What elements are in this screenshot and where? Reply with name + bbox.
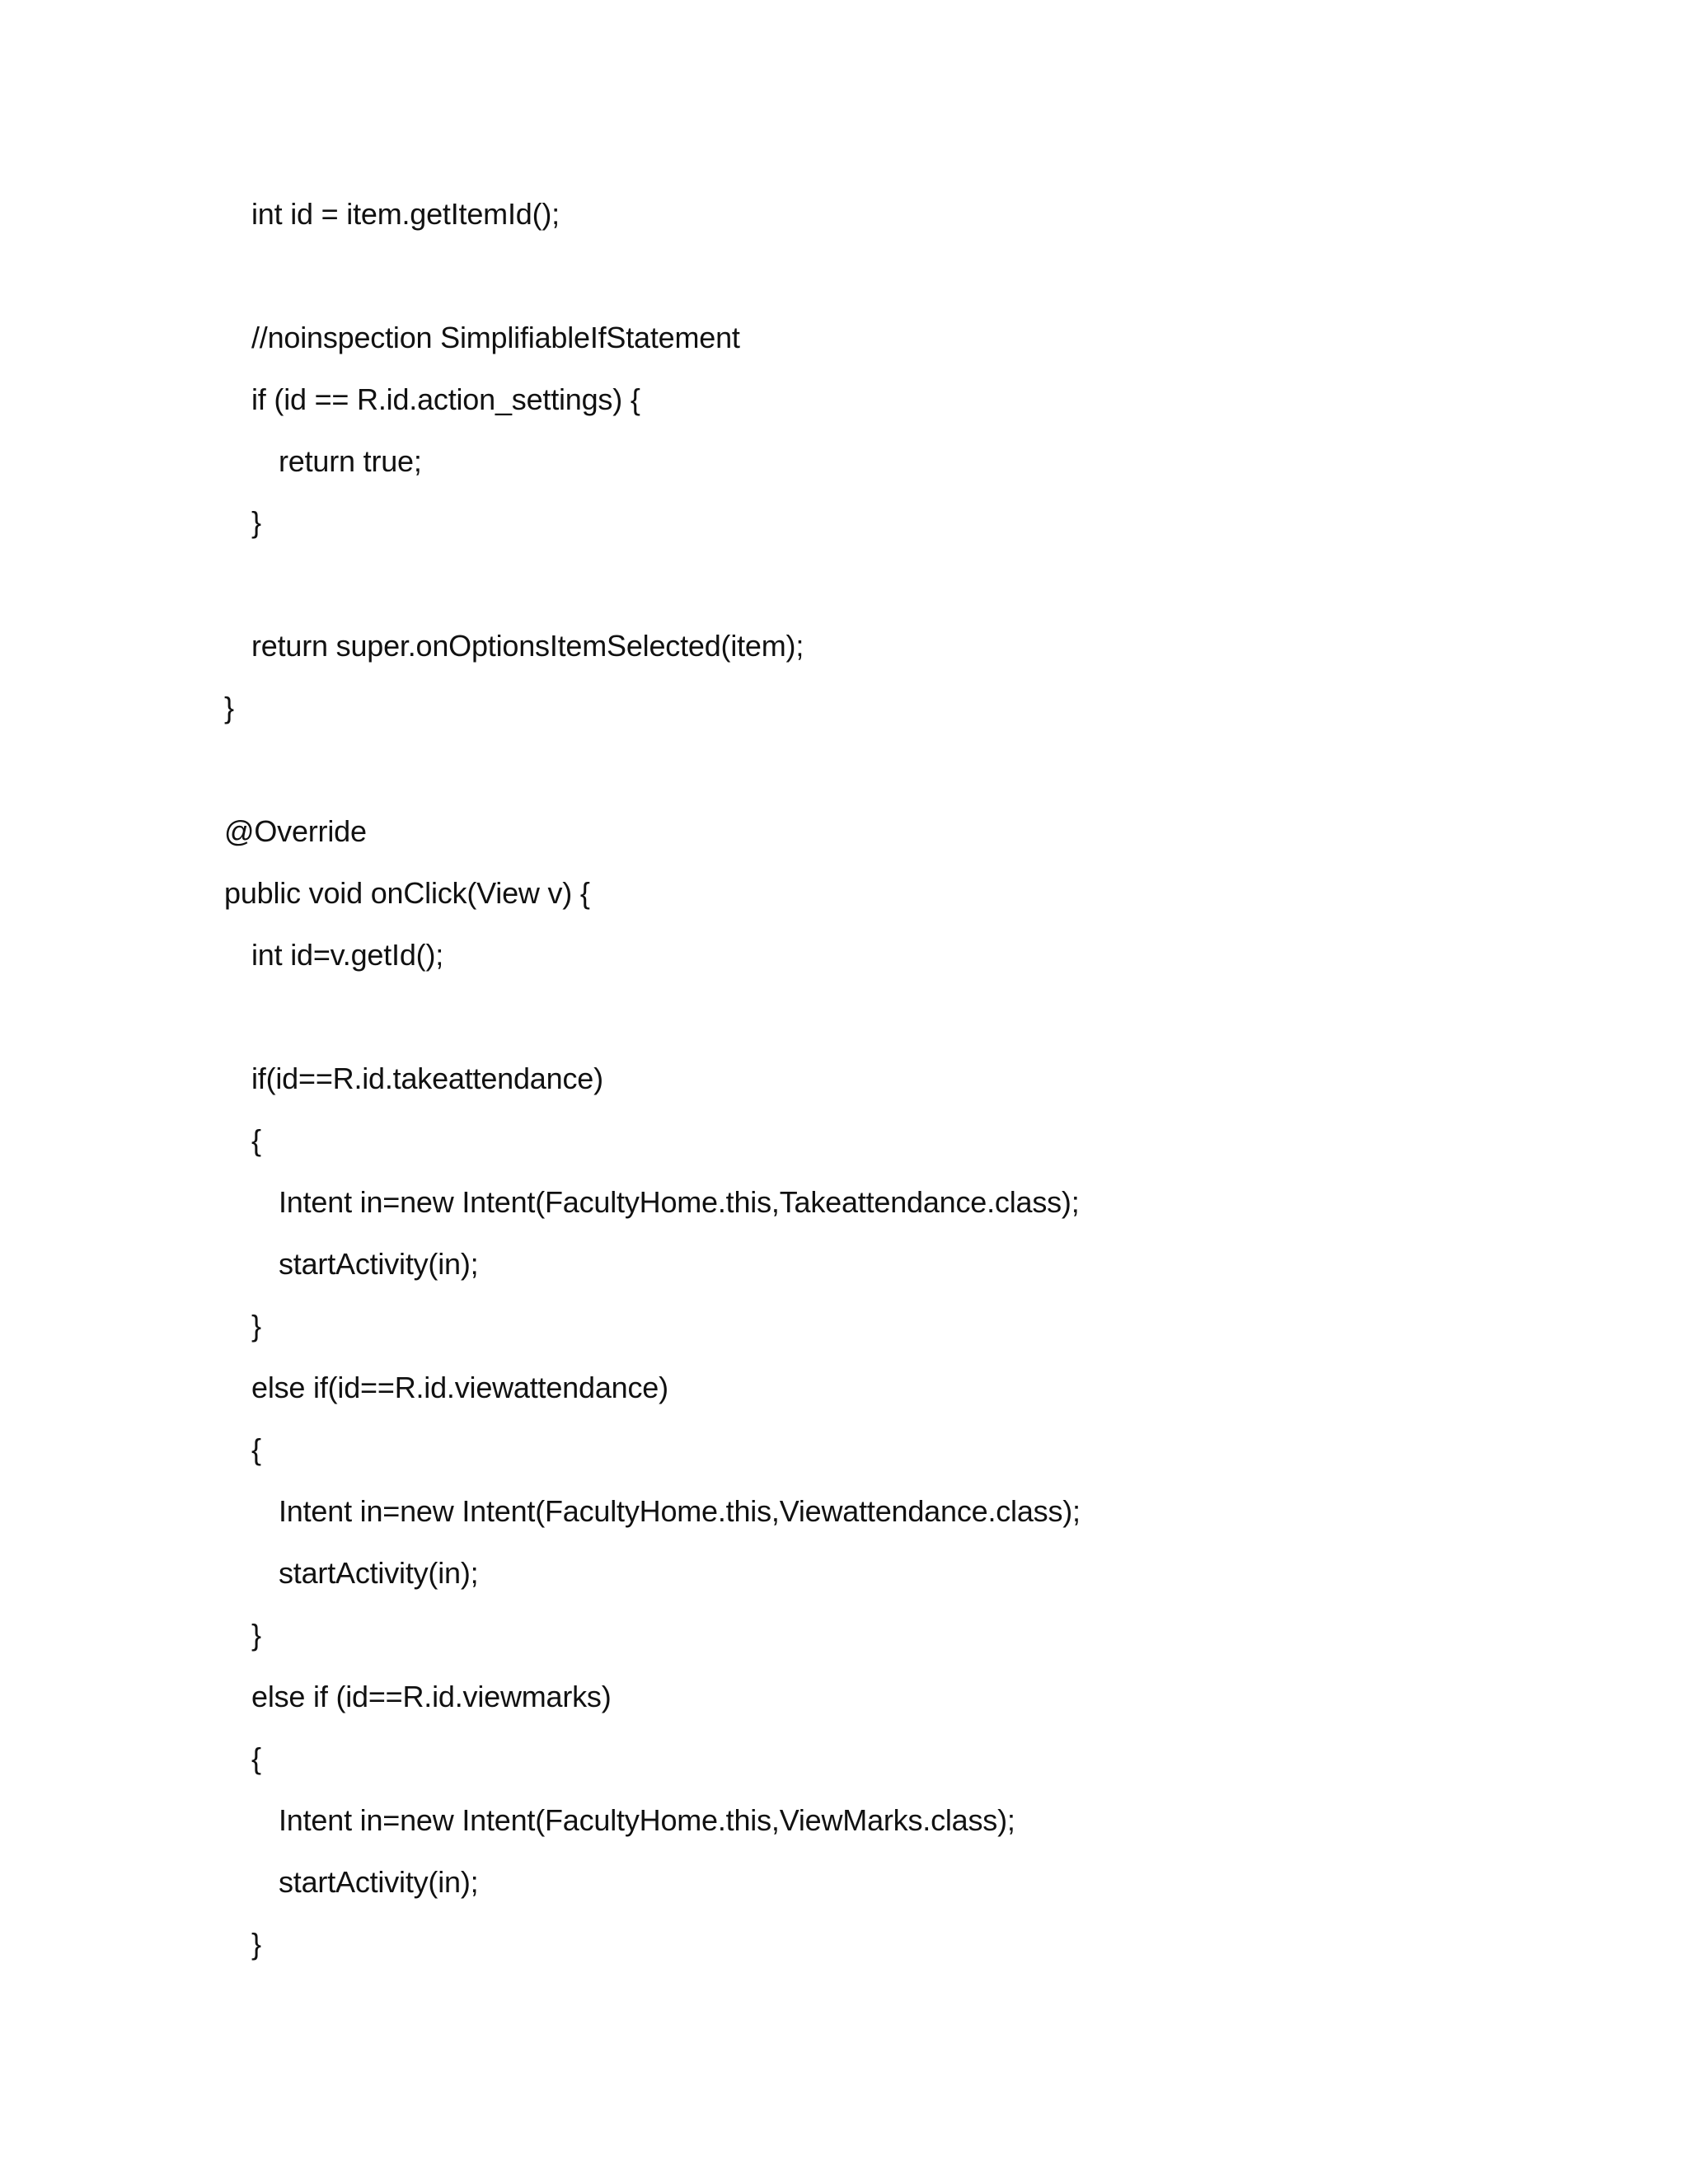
- code-line: }: [224, 691, 234, 724]
- code-line: startActivity(in);: [279, 1556, 479, 1590]
- code-line: if(id==R.id.takeattendance): [251, 1062, 603, 1095]
- code-line: return true;: [279, 444, 422, 478]
- code-line: Intent in=new Intent(FacultyHome.this,ViewMarks.class);: [279, 1803, 1015, 1837]
- code-line: int id = item.getItemId();: [251, 197, 560, 231]
- code-line: {: [251, 1741, 261, 1775]
- code-line: startActivity(in);: [279, 1247, 479, 1281]
- code-line: {: [251, 1432, 261, 1466]
- code-line: int id=v.getId();: [251, 938, 444, 972]
- code-line: else if (id==R.id.viewmarks): [251, 1680, 612, 1713]
- code-line: if (id == R.id.action_settings) {: [251, 382, 640, 416]
- code-line: //noinspection SimplifiableIfStatement: [251, 321, 740, 354]
- code-line: {: [251, 1123, 261, 1157]
- code-line: Intent in=new Intent(FacultyHome.this,Viewattendance.class);: [279, 1494, 1081, 1528]
- code-line: }: [251, 1618, 261, 1652]
- code-line: public void onClick(View v) {: [224, 876, 590, 910]
- code-line: }: [251, 1309, 261, 1343]
- code-line: @Override: [224, 814, 367, 848]
- code-line: Intent in=new Intent(FacultyHome.this,Takeattendance.class);: [279, 1185, 1080, 1219]
- code-line: else if(id==R.id.viewattendance): [251, 1371, 668, 1404]
- code-line: }: [251, 1927, 261, 1961]
- code-line: startActivity(in);: [279, 1865, 479, 1899]
- code-line: return super.onOptionsItemSelected(item);: [251, 629, 804, 663]
- code-line: }: [251, 505, 261, 539]
